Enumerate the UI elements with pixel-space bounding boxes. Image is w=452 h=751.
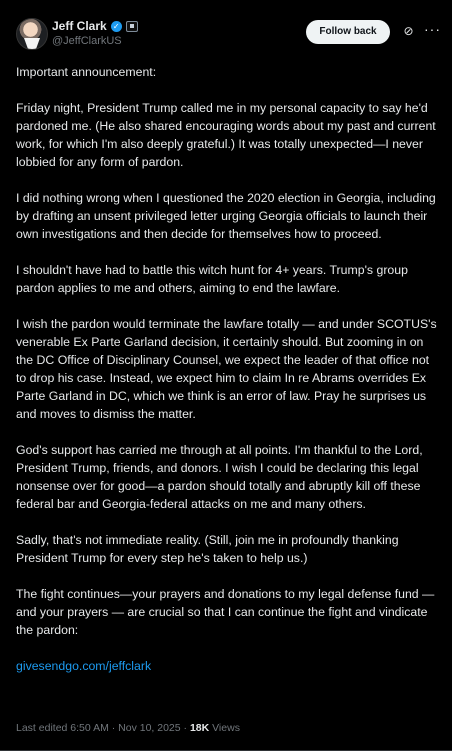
user-info <box>52 19 138 48</box>
verified-badge-icon: ✓ <box>111 21 122 32</box>
author-handle[interactable]: @JeffClarkUS <box>52 35 122 47</box>
follow-back-button[interactable]: Follow back <box>306 20 390 44</box>
more-options-icon[interactable]: ··· <box>424 21 441 37</box>
post-paragraph: Sadly, that's not immediate reality. (Still, join me in profoundly thanking President Trump for every step he's taken to help us.) <box>16 533 399 565</box>
name-row <box>52 19 138 33</box>
post-paragraph: The fight continues—your prayers and donations to my legal defense fund — and your prayers — are crucial so that I can continue the fight and vindicate the pardon: <box>16 587 435 637</box>
post-body <box>16 63 441 675</box>
author-name[interactable]: Jeff Clark <box>52 19 107 33</box>
views-count[interactable]: 18K <box>189 722 210 734</box>
grok-icon[interactable]: ⊘ <box>403 24 414 38</box>
post-paragraph: Important announcement: <box>16 65 157 79</box>
views-label: Views <box>209 722 240 734</box>
affiliate-badge-icon <box>126 21 138 32</box>
avatar[interactable] <box>16 18 48 50</box>
post-paragraph: God's support has carried me through at all points. I'm thankful to the Lord, President Trump, friends, and donors. I wish I could be declaring this legal nonsense over for good—a pardon should totally and abruptly kill off these federal bar and Georgia-federal attacks on me and many others. <box>16 443 423 511</box>
fundraiser-link[interactable]: givesendgo.com/jeffclark <box>16 659 152 673</box>
post-paragraph: I did nothing wrong when I questioned the 2020 election in Georgia, including by drafting an unsent privileged letter urging Georgia officials to launch their own investigations and then decide for themselves how to proceed. <box>16 191 436 241</box>
edited-timestamp[interactable]: Last edited 6:50 AM · Nov 10, 2025 · <box>16 722 190 734</box>
post-paragraph: I wish the pardon would terminate the lawfare totally — and under SCOTUS's venerable Ex Parte Garland decision, it certainly should. But zooming in on the DC Office of Disciplinary Counsel, we expect the leader of that office not to drop his case. Instead, we expect him to claim In re Abrams overrides Ex Parte Garland in DC, which we think is an error of law. Pray he surprises us and moves to dismiss the matter. <box>16 317 437 421</box>
post-paragraph: I shouldn't have had to battle this witch hunt for 4+ years. Trump's group pardon applies to me and others, aiming to end the lawfare. <box>16 263 408 295</box>
post-metadata <box>16 721 240 735</box>
post-header <box>16 18 442 58</box>
post-paragraph: Friday night, President Trump called me in my personal capacity to say he'd pardoned me. (He also shared encouraging words about my past and current work, for which I'm also deeply grateful.) It was totally unexpected—I never lobbied for any form of pardon. <box>16 101 436 169</box>
